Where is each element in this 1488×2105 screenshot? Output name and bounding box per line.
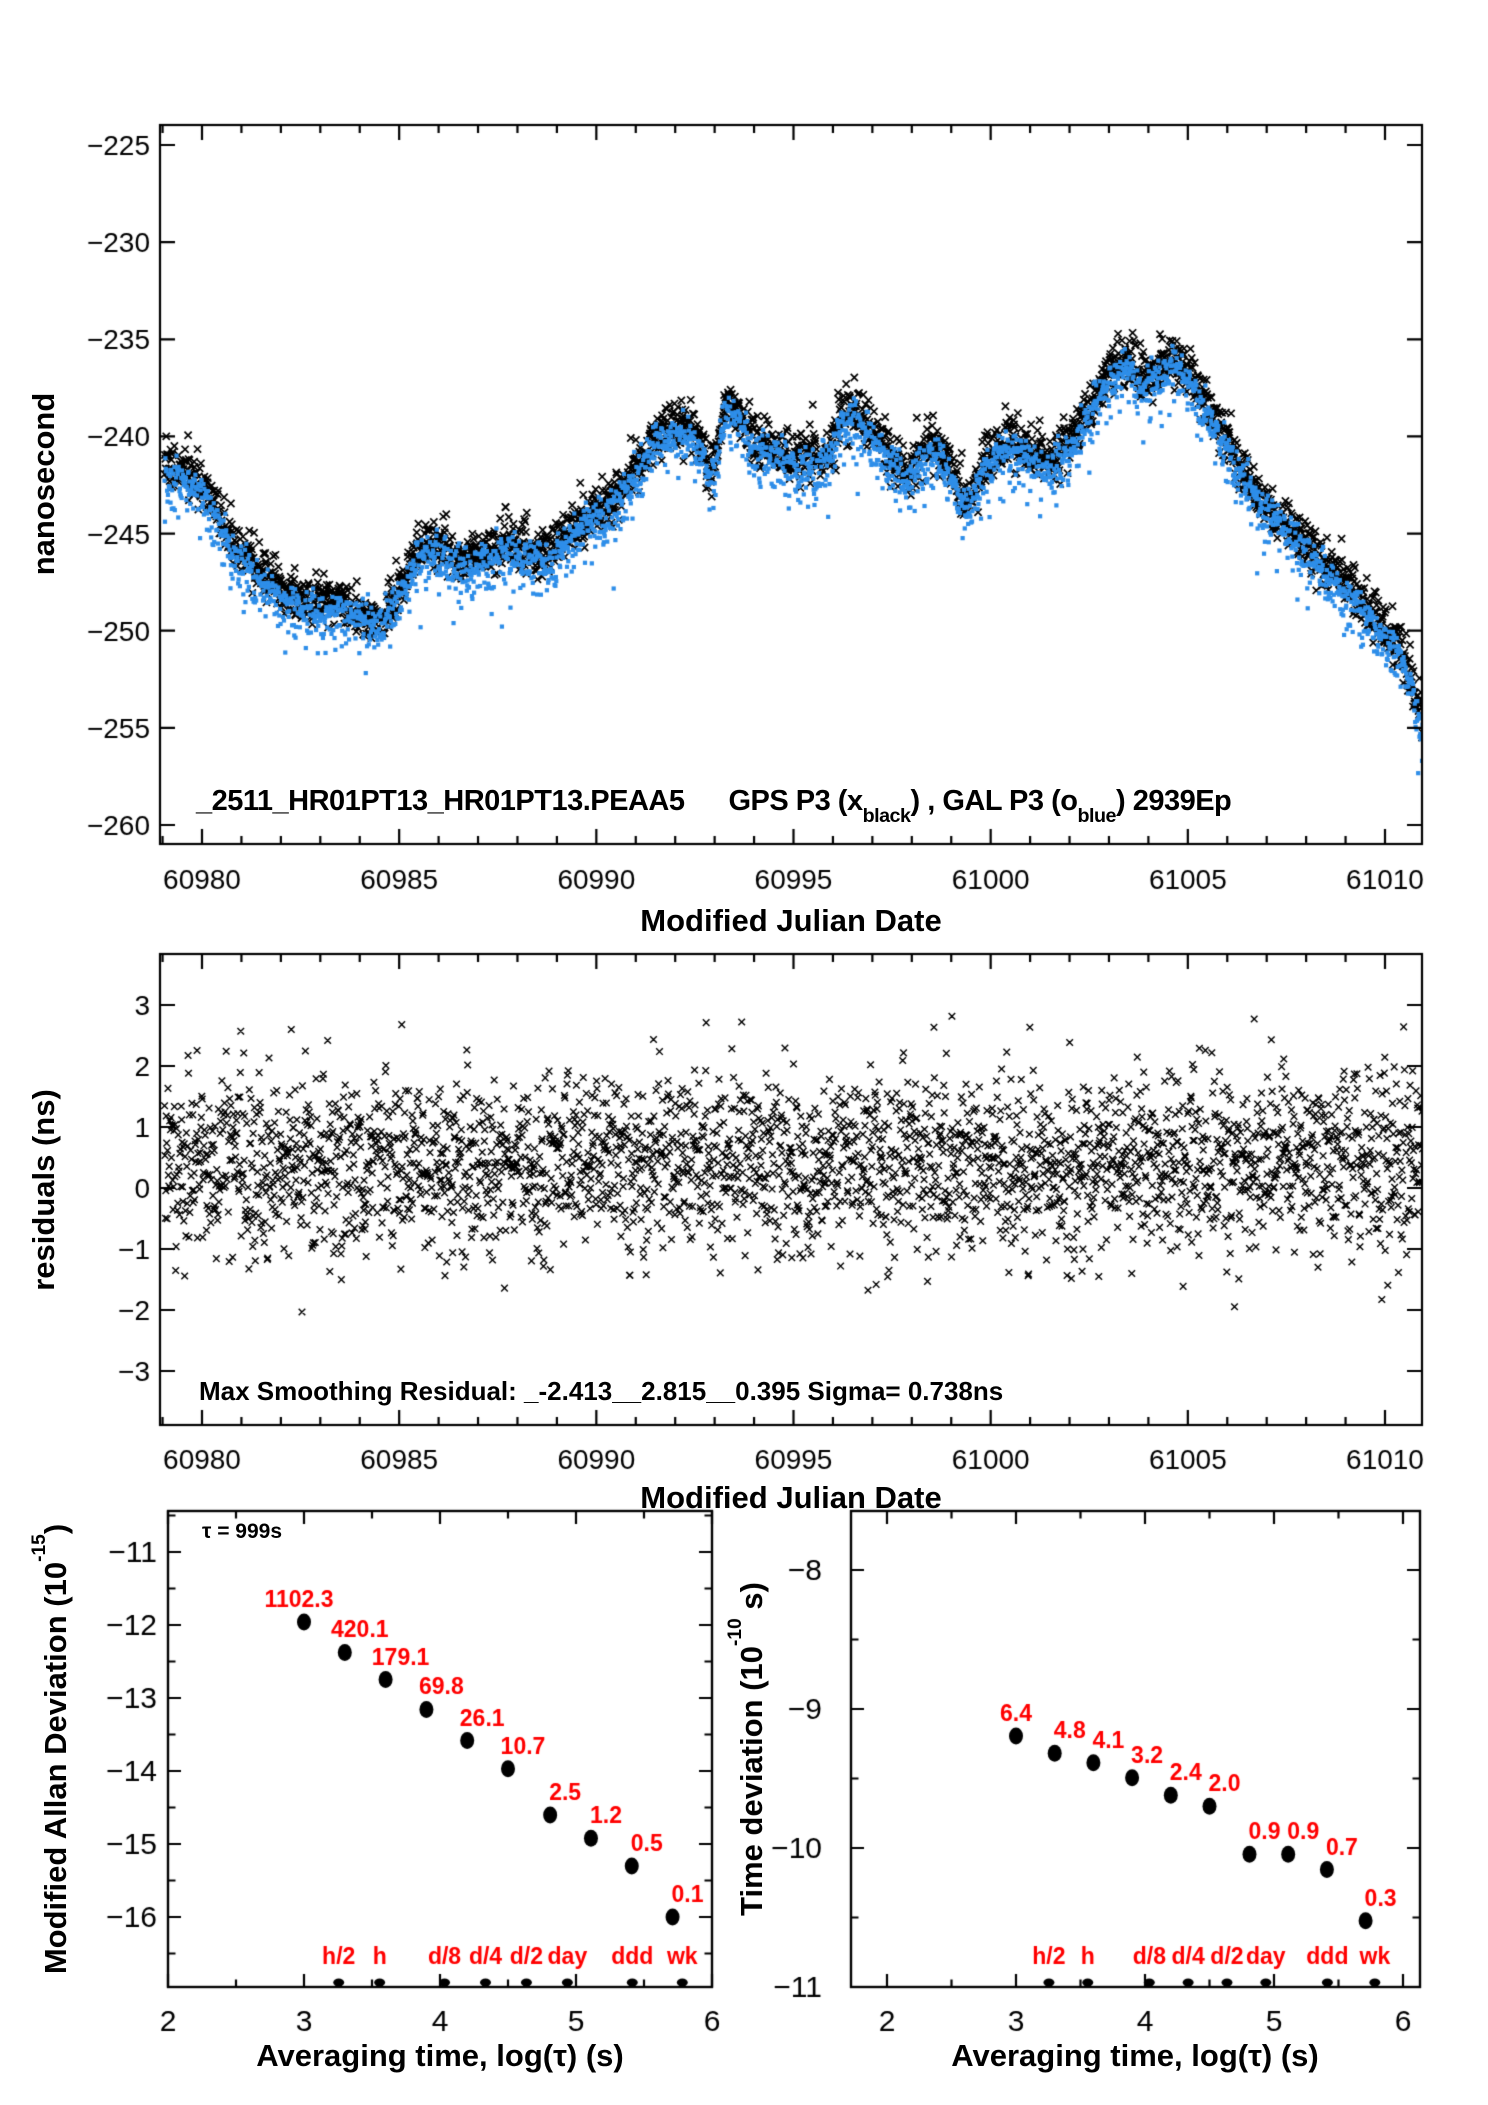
tdev-y-title-pre: Time deviation (10 (734, 1646, 769, 1916)
residual-stats-text: Max Smoothing Residual: _-2.413__2.815__0.395 Sigma= 0.738ns (199, 1376, 1004, 1406)
legend-gps-sub: black (862, 805, 911, 828)
top-chart-legend (728, 785, 1232, 828)
tdev-x-axis-title: Averaging time, log(τ) (s) (951, 2038, 1319, 2073)
top-chart-title: _2511_HR01PT13_HR01PT13.PEAA5 (196, 785, 685, 817)
legend-mid-text: ) , GAL P3 (o (910, 785, 1078, 817)
top-y-axis-title-text: nanosecond (26, 392, 61, 576)
top-chart-title-row (196, 785, 1232, 828)
tdev-y-title-exp: -10 (725, 1618, 747, 1647)
mdev-x-axis-title: Averaging time, log(τ) (s) (256, 2038, 624, 2073)
tau-note: τ = 999s (202, 1520, 283, 1543)
top-y-axis-title (26, 393, 62, 576)
top-x-axis-title: Modified Julian Date (640, 903, 942, 938)
mdev-y-title-post: ) (38, 1523, 73, 1535)
tdev-y-axis-title (725, 1582, 770, 1916)
mid-x-axis-title: Modified Julian Date (640, 1480, 942, 1515)
mid-y-axis-title (26, 1089, 62, 1291)
mdev-y-title-pre: Modified Allan Deviation (10 (38, 1561, 73, 1975)
mdev-y-title-exp: -15 (29, 1534, 51, 1562)
legend-end-text: ) 2939Ep (1115, 785, 1232, 817)
legend-gal-sub: blue (1077, 805, 1116, 828)
tdev-y-title-post: s) (734, 1582, 769, 1619)
mid-y-axis-title-text: residuals (ns) (26, 1089, 61, 1291)
mdev-y-axis-title (29, 1523, 74, 1975)
legend-gps-text: GPS P3 (x (728, 785, 863, 817)
